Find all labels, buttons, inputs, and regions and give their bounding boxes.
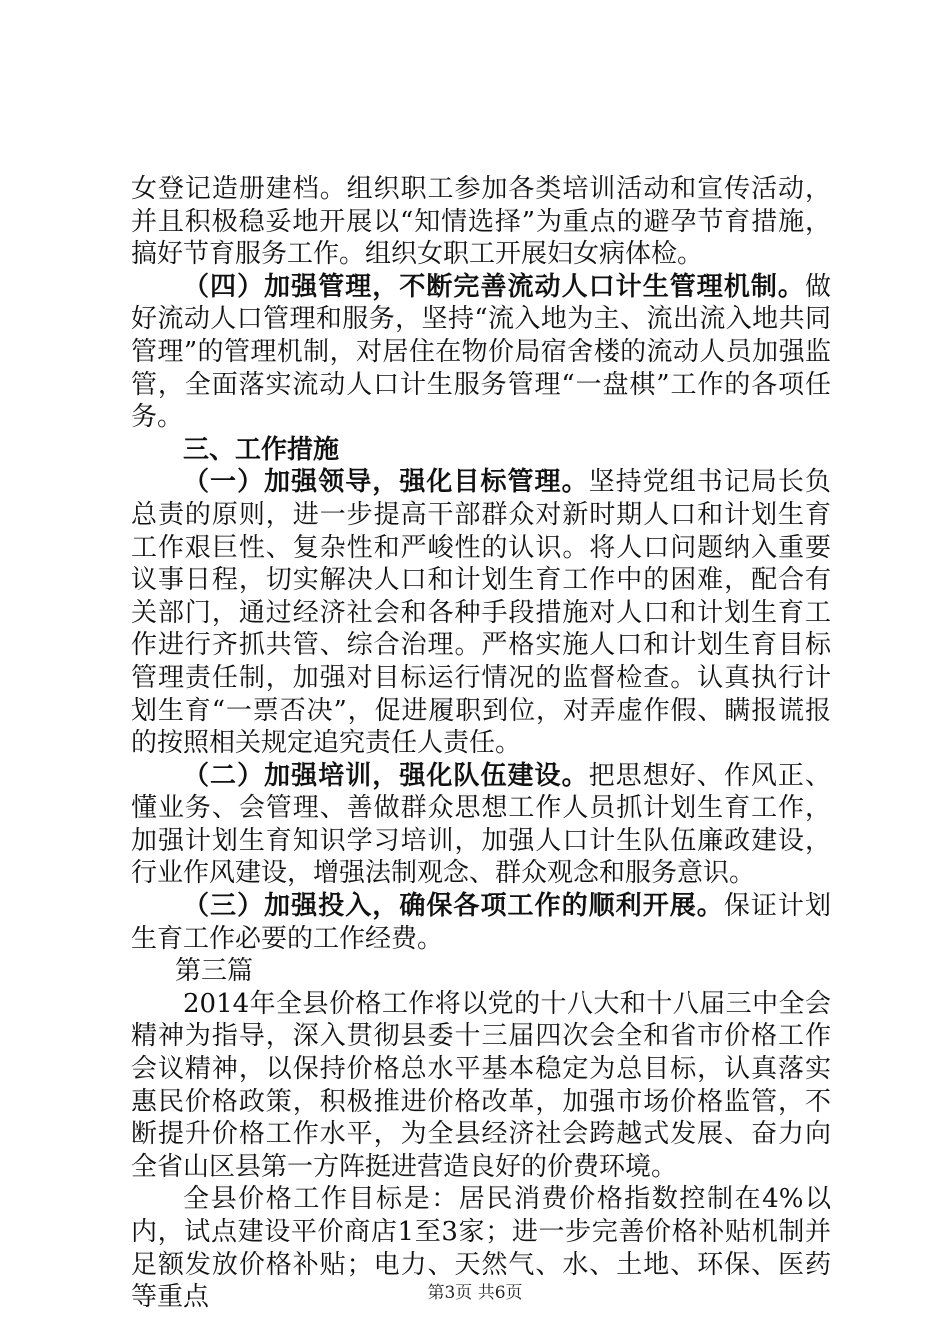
paragraph-heading: （一）加强领导，强化目标管理。 (183, 467, 589, 498)
paragraph-text: 坚持党组书记局长负总责的原则，进一步提高干部群众对新时期人口和计划生育工作艰巨性、复杂性和严峻性的认识。将人口问题纳入重要议事日程，切实解决人口和计划生育工作中的困难，配合有关部门，通过经济社会和各种手段措施对人口和计划生育工作进行齐抓共管、综合治理。严格实施人口和计划生育目标管理责任制，加强对目标运行情况的监督检查。认真执行计划生育“一票否决”，促进履职到位，对弄虚作假、瞒报谎报的按照相关规定追究责任人责任。 (131, 467, 831, 759)
page-footer: 第3页 共6页 (427, 1283, 523, 1303)
paragraph-section-four (131, 271, 831, 434)
part-title-text: 第三篇 (175, 956, 254, 987)
paragraph-price-intro (131, 988, 831, 1184)
paragraph-text: 全县价格工作目标是：居民消费价格指数控制在4%以内，试点建设平价商店1至3家；进一步完善价格补贴机制并足额发放价格补贴；电力、天然气、水、土地、环保、医药等重点 (131, 1184, 831, 1313)
paragraph-text: 把思想好、作风正、懂业务、会管理、善做群众思想工作人员抓计划生育工作，加强计划生育知识学习培训，加强人口计生队伍廉政建设，行业作风建设，增强法制观念、群众观念和服务意识。 (131, 760, 831, 889)
section-heading: 三、工作措施 (183, 434, 340, 465)
part-title (131, 955, 831, 988)
paragraph-measure-two (131, 760, 831, 890)
paragraph-text: 做好流动人口管理和服务，坚持“流入地为主、流出流入地共同管理”的管理机制，对居住在物价局宿舍楼的流动人员加强监管，全面落实流动人口计生服务管理“一盘棋”工作的各项任务。 (131, 271, 831, 433)
section-heading-measures (131, 434, 831, 467)
paragraph-measure-one (131, 466, 831, 759)
paragraph-continued (131, 173, 831, 271)
paragraph-heading: （二）加强培训，强化队伍建设。 (183, 760, 589, 791)
paragraph-text: 女登记造册建档。组织职工参加各类培训活动和宣传活动，并且积极稳妥地开展以“知情选择”为重点的避孕节育措施，搞好节育服务工作。组织女职工开展妇女病体检。 (131, 174, 831, 270)
paragraph-heading: （四）加强管理，不断完善流动人口计生管理机制。 (183, 271, 805, 302)
paragraph-measure-three (131, 890, 831, 955)
paragraph-heading: （三）加强投入，确保各项工作的顺利开展。 (183, 891, 724, 922)
paragraph-text: 2014年全县价格工作将以党的十八大和十八届三中全会精神为指导，深入贯彻县委十三届四次会全和省市价格工作会议精神，以保持价格总水平基本稳定为总目标，认真落实惠民价格政策，积极推进价格改革，加强市场价格监管，不断提升价格工作水平，为全县经济社会跨越式发展、奋力向全省山区县第一方阵挺进营造良好的价费环境。 (131, 988, 831, 1182)
paragraph-text: 保证计划生育工作必要的工作经费。 (131, 891, 831, 954)
document-body (131, 173, 831, 1314)
